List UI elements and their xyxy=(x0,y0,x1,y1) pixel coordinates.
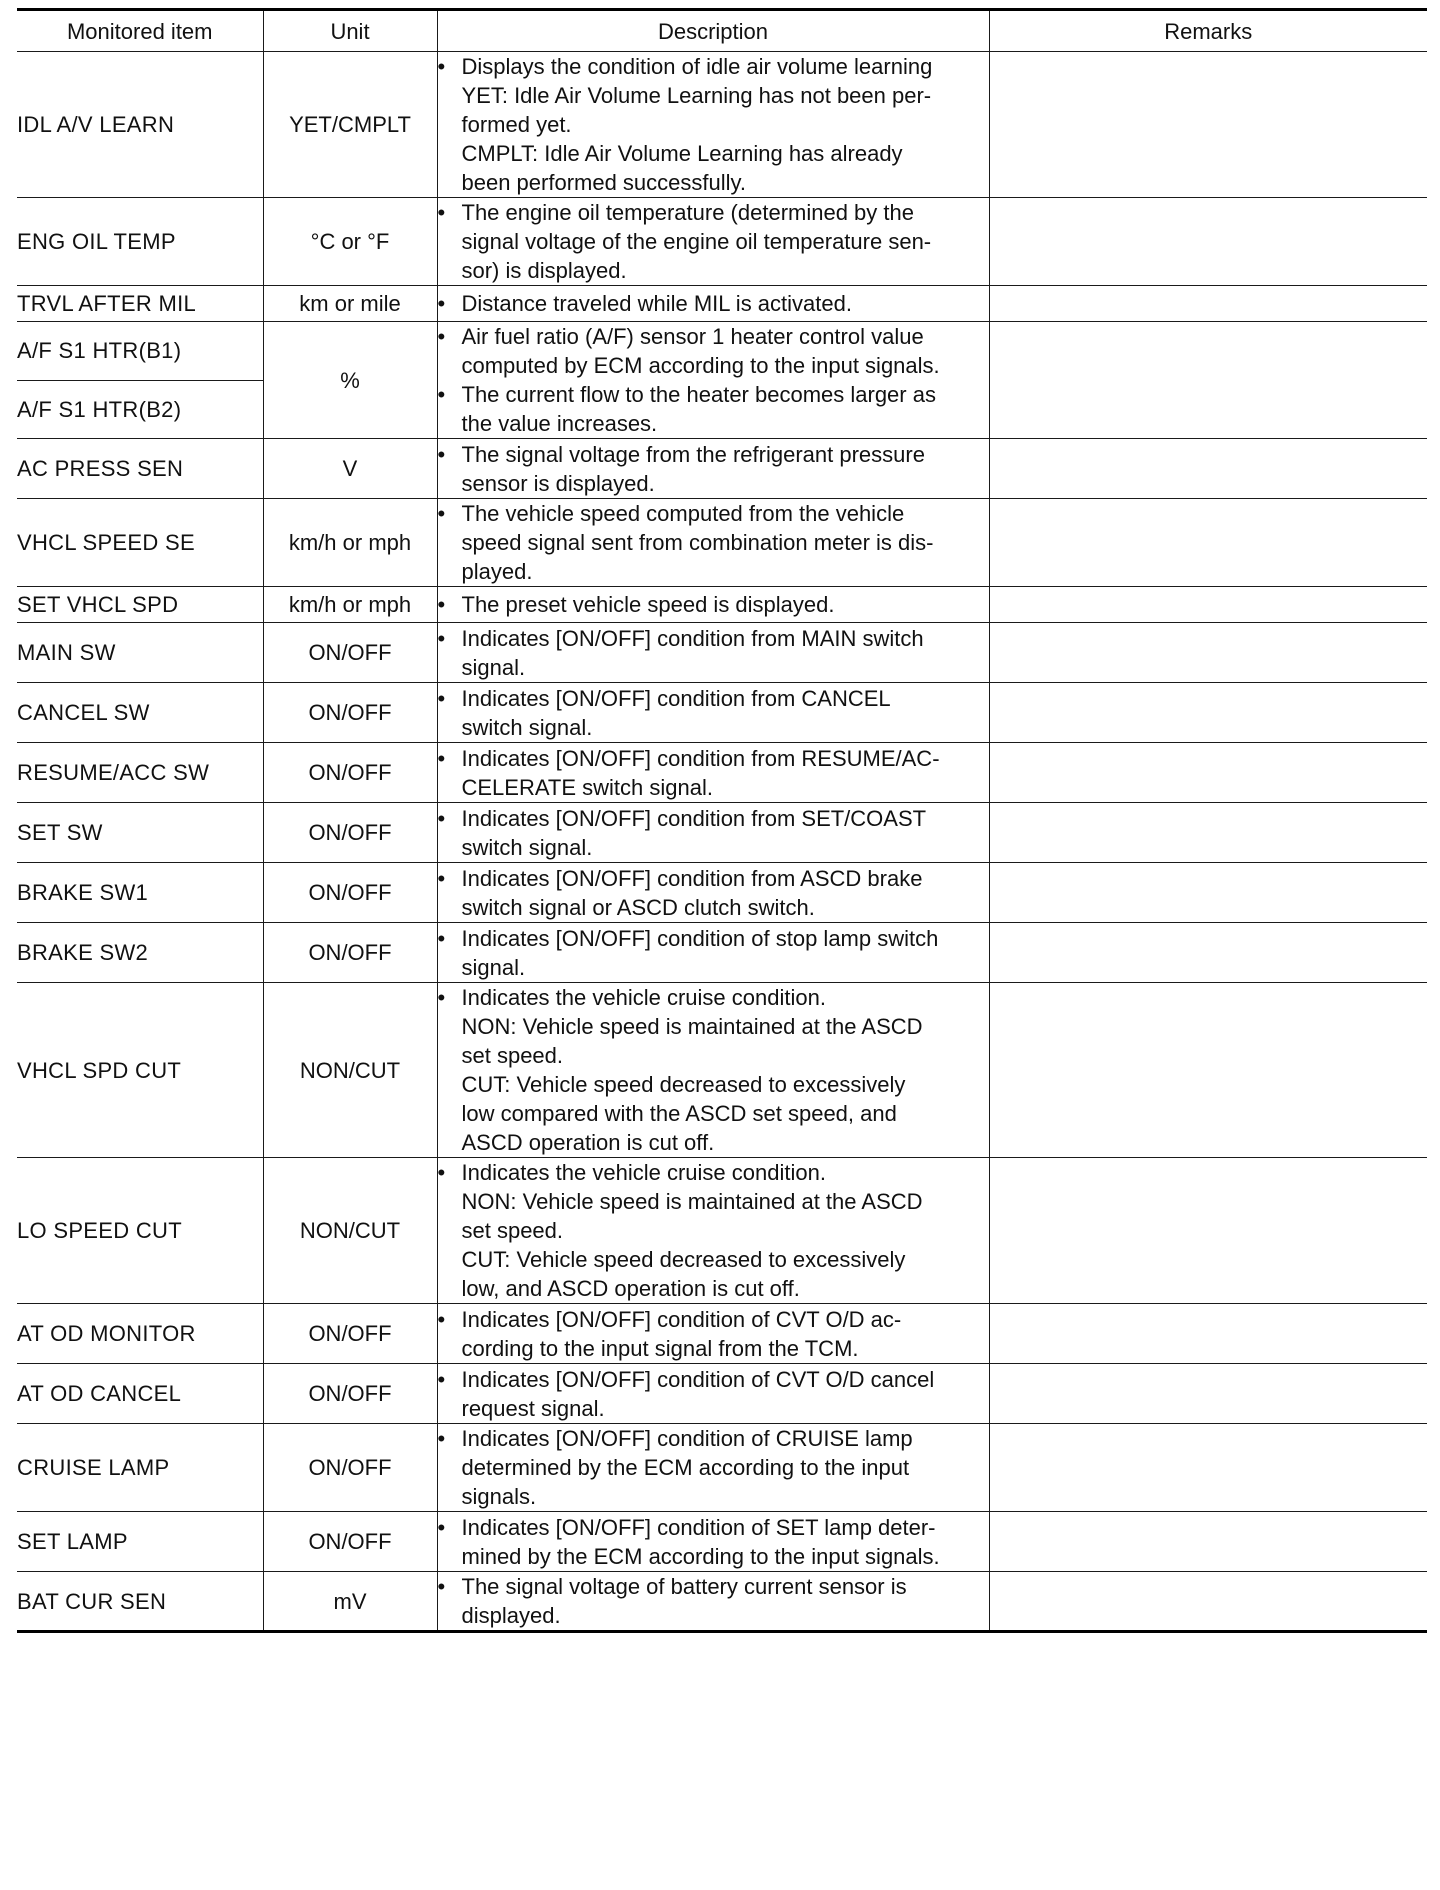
remarks-cell xyxy=(989,286,1427,322)
monitored-item-cell: AC PRESS SEN xyxy=(17,439,263,499)
monitored-item-cell: LO SPEED CUT xyxy=(17,1158,263,1304)
description-bullet xyxy=(438,744,989,802)
bullet-marker: • xyxy=(437,625,446,651)
description-bullet xyxy=(438,624,989,682)
monitored-item-cell: MAIN SW xyxy=(17,623,263,683)
monitored-item-cell: IDL A/V LEARN xyxy=(17,52,263,198)
bullet-marker: • xyxy=(437,685,446,711)
monitored-item-cell: BRAKE SW1 xyxy=(17,863,263,923)
bullet-marker: • xyxy=(437,1306,446,1332)
description-bullet xyxy=(438,289,989,318)
bullet-marker: • xyxy=(437,1574,446,1599)
description-text: Indicates [ON/OFF] condition from SET/COAST switch signal. xyxy=(461,805,927,860)
monitored-item-cell: A/F S1 HTR(B1) xyxy=(17,322,263,381)
table-row xyxy=(17,286,1427,322)
unit-cell: ON/OFF xyxy=(263,1364,437,1424)
description-text: The current flow to the heater becomes larger as the value increases. xyxy=(461,382,936,436)
description-cell xyxy=(437,322,989,439)
monitored-item-cell: RESUME/ACC SW xyxy=(17,743,263,803)
monitored-item-cell: BRAKE SW2 xyxy=(17,923,263,983)
table-row xyxy=(17,683,1427,743)
description-cell xyxy=(437,803,989,863)
description-text: Indicates [ON/OFF] condition of CVT O/D cancel request signal. xyxy=(461,1366,935,1421)
description-bullet xyxy=(438,590,989,619)
description-cell xyxy=(437,439,989,499)
bullet-marker: • xyxy=(437,441,446,467)
remarks-cell xyxy=(989,499,1427,587)
monitored-item-cell: AT OD CANCEL xyxy=(17,1364,263,1424)
description-bullet xyxy=(438,1305,989,1363)
monitored-item-cell: TRVL AFTER MIL xyxy=(17,286,263,322)
remarks-cell xyxy=(989,587,1427,623)
remarks-cell xyxy=(989,923,1427,983)
bullet-marker: • xyxy=(437,382,446,407)
description-cell xyxy=(437,1572,989,1632)
bullet-marker: • xyxy=(437,501,446,526)
description-text: Indicates [ON/OFF] condition of stop lamp switch signal. xyxy=(461,925,939,980)
description-cell xyxy=(437,983,989,1158)
description-cell xyxy=(437,587,989,623)
unit-cell: V xyxy=(263,439,437,499)
description-text: Indicates [ON/OFF] condition of CRUISE lamp determined by the ECM according to the input signals. xyxy=(461,1426,913,1509)
table-row xyxy=(17,983,1427,1158)
description-text: Indicates [ON/OFF] condition from MAIN switch signal. xyxy=(461,625,924,680)
description-text: Distance traveled while MIL is activated. xyxy=(461,291,852,316)
description-text: Air fuel ratio (A/F) sensor 1 heater control value computed by ECM according to the input signals. xyxy=(461,324,940,378)
monitor-items-table xyxy=(17,8,1427,1633)
table-row xyxy=(17,863,1427,923)
description-bullet xyxy=(438,322,989,380)
description-cell xyxy=(437,52,989,198)
description-text: The vehicle speed computed from the vehicle speed signal sent from combination meter is dis- played. xyxy=(461,501,934,584)
unit-cell: ON/OFF xyxy=(263,1424,437,1512)
description-text: Indicates the vehicle cruise condition. NON: Vehicle speed is maintained at the ASCD set speed. CUT: Vehicle speed decreased to excessively low compared with the ASCD set speed, and ASCD operation is cut off. xyxy=(461,985,923,1155)
description-cell xyxy=(437,499,989,587)
table-row xyxy=(17,1304,1427,1364)
description-cell xyxy=(437,683,989,743)
remarks-cell xyxy=(989,1512,1427,1572)
description-bullet xyxy=(438,1158,989,1303)
bullet-marker: • xyxy=(437,865,446,891)
description-cell xyxy=(437,1364,989,1424)
description-cell xyxy=(437,198,989,286)
remarks-cell xyxy=(989,322,1427,439)
description-bullet xyxy=(438,499,989,586)
unit-cell: ON/OFF xyxy=(263,683,437,743)
bullet-marker: • xyxy=(437,200,446,225)
monitored-item-cell: CRUISE LAMP xyxy=(17,1424,263,1512)
table-row xyxy=(17,743,1427,803)
unit-cell: % xyxy=(263,322,437,439)
monitored-item-cell: VHCL SPEED SE xyxy=(17,499,263,587)
description-bullet xyxy=(438,380,989,438)
monitored-item-cell: SET SW xyxy=(17,803,263,863)
unit-cell: ON/OFF xyxy=(263,623,437,683)
bullet-marker: • xyxy=(437,1514,446,1540)
unit-cell: ON/OFF xyxy=(263,1512,437,1572)
description-bullet xyxy=(438,198,989,285)
description-cell xyxy=(437,1158,989,1304)
remarks-cell xyxy=(989,863,1427,923)
bullet-marker: • xyxy=(437,1366,446,1392)
description-bullet xyxy=(438,804,989,862)
table-row xyxy=(17,1424,1427,1512)
table-body xyxy=(17,52,1427,1632)
bullet-marker: • xyxy=(437,1426,446,1451)
description-cell xyxy=(437,1304,989,1364)
bullet-marker: • xyxy=(437,985,446,1010)
description-bullet xyxy=(438,864,989,922)
monitored-item-cell: CANCEL SW xyxy=(17,683,263,743)
description-bullet xyxy=(438,1424,989,1511)
table-row xyxy=(17,198,1427,286)
remarks-cell xyxy=(989,683,1427,743)
description-bullet xyxy=(438,1365,989,1423)
unit-cell: NON/CUT xyxy=(263,983,437,1158)
description-text: Indicates [ON/OFF] condition of SET lamp deter- mined by the ECM according to the input signals. xyxy=(461,1514,940,1569)
unit-cell: km or mile xyxy=(263,286,437,322)
table-row xyxy=(17,439,1427,499)
table-header-row xyxy=(17,10,1427,52)
description-bullet xyxy=(438,983,989,1157)
unit-cell: ON/OFF xyxy=(263,743,437,803)
description-bullet xyxy=(438,1513,989,1571)
description-text: Indicates the vehicle cruise condition. NON: Vehicle speed is maintained at the ASCD set speed. CUT: Vehicle speed decreased to excessively low, and ASCD operation is cut off. xyxy=(461,1160,923,1301)
unit-cell: ON/OFF xyxy=(263,923,437,983)
description-bullet xyxy=(438,1572,989,1630)
description-cell xyxy=(437,1424,989,1512)
description-text: The preset vehicle speed is displayed. xyxy=(461,592,835,617)
unit-cell: YET/CMPLT xyxy=(263,52,437,198)
table-row xyxy=(17,587,1427,623)
table-row xyxy=(17,1572,1427,1632)
table-row xyxy=(17,623,1427,683)
remarks-cell xyxy=(989,1424,1427,1512)
monitored-item-cell: BAT CUR SEN xyxy=(17,1572,263,1632)
unit-cell: NON/CUT xyxy=(263,1158,437,1304)
remarks-cell xyxy=(989,1304,1427,1364)
bullet-marker: • xyxy=(437,592,446,617)
bullet-marker: • xyxy=(437,291,446,316)
monitored-item-cell: VHCL SPD CUT xyxy=(17,983,263,1158)
description-text: Indicates [ON/OFF] condition of CVT O/D ac- cording to the input signal from the TCM. xyxy=(461,1306,902,1361)
table-row xyxy=(17,923,1427,983)
description-text: Indicates [ON/OFF] condition from ASCD brake switch signal or ASCD clutch switch. xyxy=(461,865,923,920)
table-row xyxy=(17,499,1427,587)
description-text: The signal voltage of battery current sensor is displayed. xyxy=(461,1574,907,1628)
description-text: Indicates [ON/OFF] condition from RESUME/AC- CELERATE switch signal. xyxy=(461,745,940,800)
description-bullet xyxy=(438,924,989,982)
table-row xyxy=(17,1158,1427,1304)
remarks-cell xyxy=(989,1158,1427,1304)
table-row xyxy=(17,1512,1427,1572)
unit-cell: km/h or mph xyxy=(263,499,437,587)
unit-cell: ON/OFF xyxy=(263,803,437,863)
description-text: The engine oil temperature (determined by the signal voltage of the engine oil temperature sen- sor) is displayed. xyxy=(461,200,932,283)
table-row xyxy=(17,803,1427,863)
unit-cell: km/h or mph xyxy=(263,587,437,623)
header-remarks: Remarks xyxy=(989,10,1427,52)
monitored-item-cell: A/F S1 HTR(B2) xyxy=(17,380,263,439)
header-monitored-item: Monitored item xyxy=(17,10,263,52)
description-cell xyxy=(437,623,989,683)
bullet-marker: • xyxy=(437,1160,446,1185)
remarks-cell xyxy=(989,623,1427,683)
unit-cell: °C or °F xyxy=(263,198,437,286)
remarks-cell xyxy=(989,983,1427,1158)
description-text: The signal voltage from the refrigerant pressure sensor is displayed. xyxy=(461,441,925,496)
remarks-cell xyxy=(989,52,1427,198)
bullet-marker: • xyxy=(437,324,446,349)
bullet-marker: • xyxy=(437,745,446,771)
table-row xyxy=(17,322,1427,381)
remarks-cell xyxy=(989,198,1427,286)
monitored-item-cell: AT OD MONITOR xyxy=(17,1304,263,1364)
remarks-cell xyxy=(989,803,1427,863)
monitored-item-cell: SET LAMP xyxy=(17,1512,263,1572)
bullet-marker: • xyxy=(437,54,446,79)
unit-cell: ON/OFF xyxy=(263,863,437,923)
monitored-item-cell: SET VHCL SPD xyxy=(17,587,263,623)
remarks-cell xyxy=(989,1572,1427,1632)
description-cell xyxy=(437,1512,989,1572)
remarks-cell xyxy=(989,439,1427,499)
header-description: Description xyxy=(437,10,989,52)
description-cell xyxy=(437,923,989,983)
bullet-marker: • xyxy=(437,925,446,951)
remarks-cell xyxy=(989,1364,1427,1424)
monitored-item-cell: ENG OIL TEMP xyxy=(17,198,263,286)
table-row xyxy=(17,1364,1427,1424)
bullet-marker: • xyxy=(437,805,446,831)
remarks-cell xyxy=(989,743,1427,803)
unit-cell: mV xyxy=(263,1572,437,1632)
description-cell xyxy=(437,743,989,803)
description-bullet xyxy=(438,440,989,498)
description-text: Displays the condition of idle air volume learning YET: Idle Air Volume Learning has not been per- formed yet. CMPLT: Idle Air Volume Learning has already been performed successfully. xyxy=(461,54,933,195)
description-bullet xyxy=(438,684,989,742)
description-bullet xyxy=(438,52,989,197)
header-unit: Unit xyxy=(263,10,437,52)
unit-cell: ON/OFF xyxy=(263,1304,437,1364)
description-text: Indicates [ON/OFF] condition from CANCEL switch signal. xyxy=(461,685,891,740)
description-cell xyxy=(437,863,989,923)
description-cell xyxy=(437,286,989,322)
table-row xyxy=(17,52,1427,198)
